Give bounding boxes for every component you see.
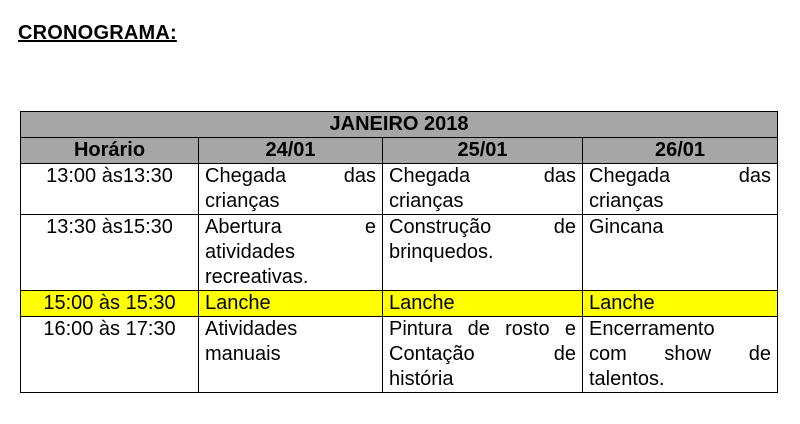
activity-cell bbox=[383, 164, 583, 215]
activity-line: Chegada das bbox=[589, 165, 772, 187]
table-row bbox=[21, 317, 778, 393]
column-header-day-2: 25/01 bbox=[383, 138, 583, 164]
activity-cell bbox=[583, 317, 778, 393]
column-header-time: Horário bbox=[21, 138, 199, 164]
activity-line: Lanche bbox=[389, 292, 455, 314]
activity-cell bbox=[583, 215, 778, 291]
activity-line: Gincana bbox=[589, 216, 664, 238]
activity-cell bbox=[383, 317, 583, 393]
activity-line: Construção de bbox=[389, 216, 576, 238]
activity-cell bbox=[199, 215, 383, 291]
activity-line: Chegada das bbox=[205, 165, 376, 187]
activity-line: história bbox=[389, 368, 454, 390]
activity-line: talentos. bbox=[589, 368, 665, 390]
activity-line: atividades bbox=[205, 241, 296, 263]
month-header: JANEIRO 2018 bbox=[21, 112, 778, 138]
table-row bbox=[21, 291, 778, 317]
activity-line: Chegada das bbox=[389, 165, 576, 187]
activity-cell bbox=[383, 291, 583, 317]
activity-line: Abertura e bbox=[205, 216, 376, 238]
schedule-body bbox=[21, 164, 778, 393]
activity-line: Encerramento bbox=[589, 318, 715, 340]
activity-cell bbox=[383, 215, 583, 291]
time-cell: 15:00 às 15:30 bbox=[21, 291, 199, 317]
table-row bbox=[21, 215, 778, 291]
activity-line: crianças bbox=[205, 190, 280, 212]
month-header-row bbox=[21, 112, 778, 138]
activity-line: manuais bbox=[205, 343, 281, 365]
activity-line: com show de bbox=[589, 343, 772, 365]
activity-line: Lanche bbox=[589, 292, 655, 314]
activity-line: crianças bbox=[389, 190, 464, 212]
activity-line: recreativas. bbox=[205, 266, 309, 288]
activity-line: Pintura de rosto e bbox=[389, 318, 576, 340]
table-row bbox=[21, 164, 778, 215]
activity-cell bbox=[199, 317, 383, 393]
activity-line: Contação de bbox=[389, 343, 576, 365]
activity-cell bbox=[583, 164, 778, 215]
activity-cell bbox=[583, 291, 778, 317]
activity-line: crianças bbox=[589, 190, 664, 212]
time-cell: 16:00 às 17:30 bbox=[21, 317, 199, 393]
activity-cell bbox=[199, 291, 383, 317]
column-header-day-3: 26/01 bbox=[583, 138, 778, 164]
column-header-day-1: 24/01 bbox=[199, 138, 383, 164]
activity-cell bbox=[199, 164, 383, 215]
schedule-table bbox=[20, 111, 778, 393]
activity-line: Lanche bbox=[205, 292, 271, 314]
time-cell: 13:00 às13:30 bbox=[21, 164, 199, 215]
activity-line: Atividades bbox=[205, 318, 298, 340]
time-cell: 13:30 às15:30 bbox=[21, 215, 199, 291]
activity-line: brinquedos. bbox=[389, 241, 494, 263]
page-title: CRONOGRAMA: bbox=[18, 22, 177, 44]
column-header-row bbox=[21, 138, 778, 164]
